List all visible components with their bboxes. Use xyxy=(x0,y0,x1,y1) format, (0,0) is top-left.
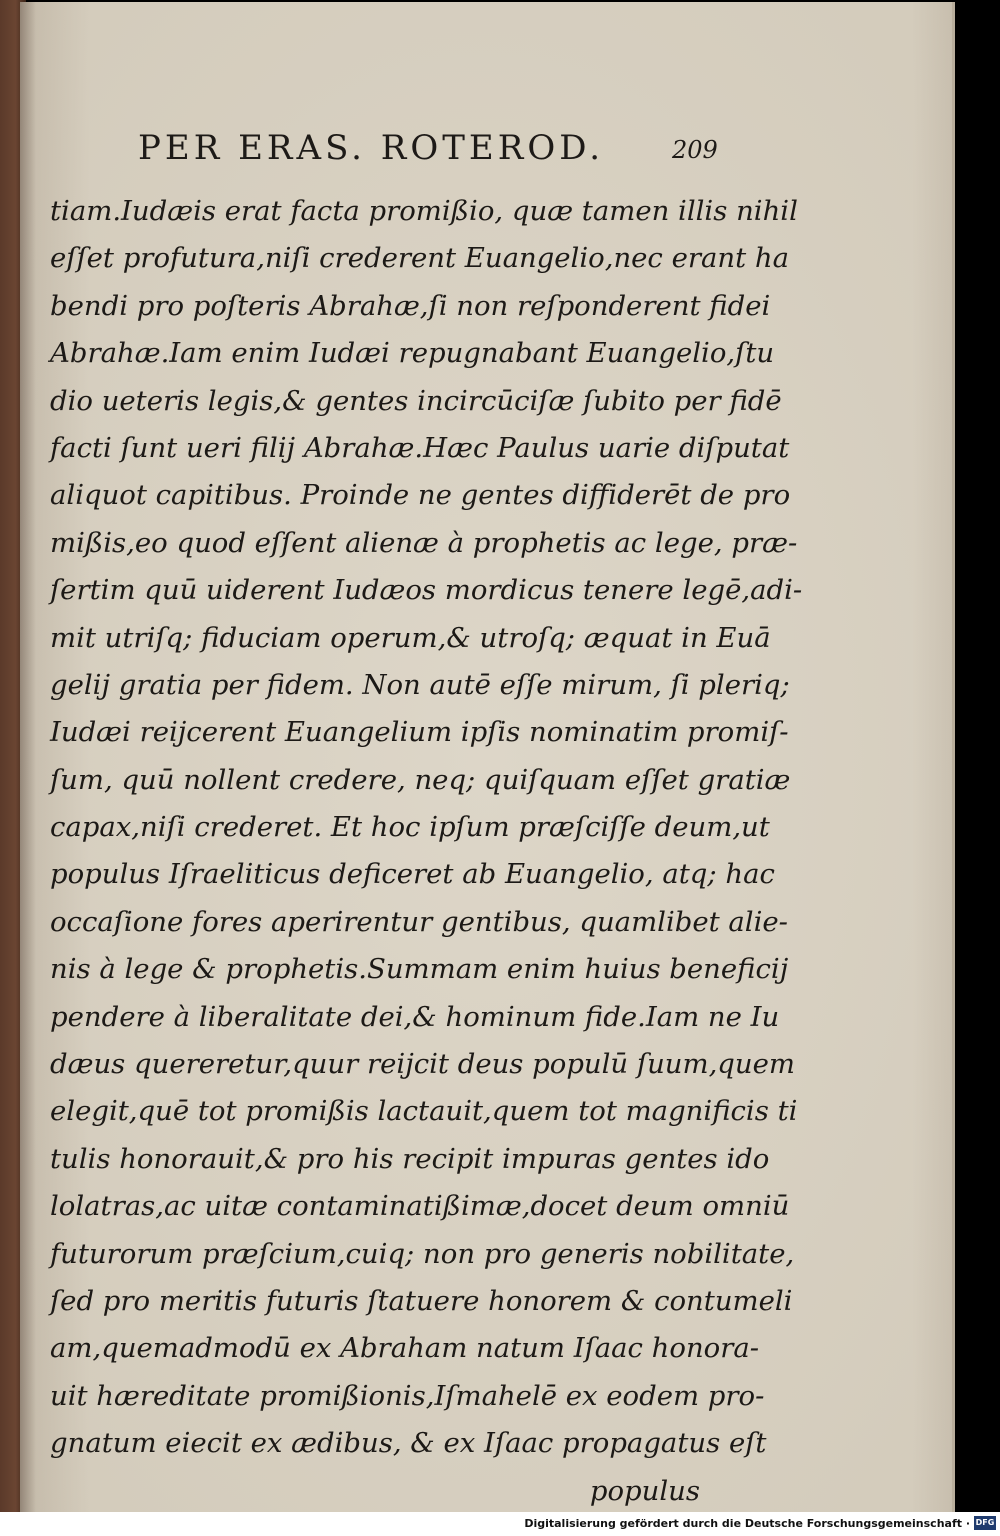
text-line: bendi pro poſteris Abrahæ,ſi non reſponderent fidei xyxy=(50,289,771,322)
text-line: Abrahæ.Iam enim Iudæi repugnabant Euangelio,ſtu xyxy=(50,337,775,370)
text-line: occaſione fores aperirentur gentibus, quamlibet alie- xyxy=(50,905,788,938)
text-line: gelij gratia per fidem. Non autē eſſe mirum, ſi pleriq; xyxy=(50,668,790,701)
text-line: capax,niſi crederet. Et hoc ipſum præſciſſe deum,ut xyxy=(50,811,770,844)
text-line: ſum, quū nollent credere, neq; quiſquam eſſet gratiæ xyxy=(50,763,791,796)
text-line: facti ſunt ueri filij Abrahæ.Hæc Paulus uarie diſputat xyxy=(50,431,790,464)
text-line: Iudæi reijcerent Euangelium ipſis nominatim promiſ- xyxy=(50,716,789,749)
page-number: 209 xyxy=(672,136,718,164)
text-line: pendere à liberalitate dei,& hominum fide.Iam ne Iu xyxy=(50,1000,780,1033)
text-line: mit utriſq; fiduciam operum,& utroſq; æquat in Euā xyxy=(50,621,771,654)
book-page xyxy=(20,2,955,1512)
text-line: populus Iſraeliticus deficeret ab Euangelio, atq; hac xyxy=(50,858,775,891)
text-line: lolatras,ac uitæ contaminatißimæ,docet deum omniū xyxy=(50,1190,790,1223)
text-line: aliquot capitibus. Proinde ne gentes diffiderēt de pro xyxy=(50,479,791,512)
text-line: am,quemadmodū ex Abraham natum Iſaac honora- xyxy=(50,1332,760,1365)
text-line: uit hæreditate promißionis,Iſmahelē ex eodem pro- xyxy=(50,1379,765,1412)
running-head: PER ERAS. ROTEROD. xyxy=(138,128,605,168)
text-line: nis à lege & prophetis.Summam enim huius beneficij xyxy=(50,953,789,986)
text-line: ſertim quū uiderent Iudæos mordicus tenere legē,adi- xyxy=(50,574,803,607)
text-line: ſed pro meritis futuris ſtatuere honorem & contumeli xyxy=(50,1284,793,1317)
text-line: dio ueteris legis,& gentes incircūciſæ ſubito per fidē xyxy=(50,384,782,417)
dfg-logo: DFG xyxy=(974,1516,996,1530)
gutter-shadow xyxy=(20,2,36,1512)
digitization-credit: Digitalisierung gefördert durch die Deutsche Forschungsgemeinschaft · xyxy=(524,1517,970,1530)
text-line: dæus quereretur,quur reijcit deus populū ſuum,quem xyxy=(50,1048,795,1081)
catchword: populus xyxy=(589,1474,700,1507)
text-line: futurorum præſcium,cuiq; non pro generis nobilitate, xyxy=(50,1237,795,1270)
text-line: eſſet profutura,niſi crederent Euangelio,nec erant ha xyxy=(50,242,789,275)
text-line: elegit,quē tot promißis lactauit,quem tot magnificis ti xyxy=(50,1095,798,1128)
text-line: tulis honorauit,& pro his recipit impuras gentes ido xyxy=(50,1142,770,1175)
body-text xyxy=(50,188,803,1515)
text-line: tiam.Iudæis erat facta promißio, quæ tamen illis nihil xyxy=(50,195,798,227)
text-line: mißis,eo quod eſſent alienæ à prophetis ac lege, præ- xyxy=(50,526,798,559)
text-line: gnatum eiecit ex ædibus, & ex Iſaac propagatus eſt xyxy=(50,1427,767,1460)
